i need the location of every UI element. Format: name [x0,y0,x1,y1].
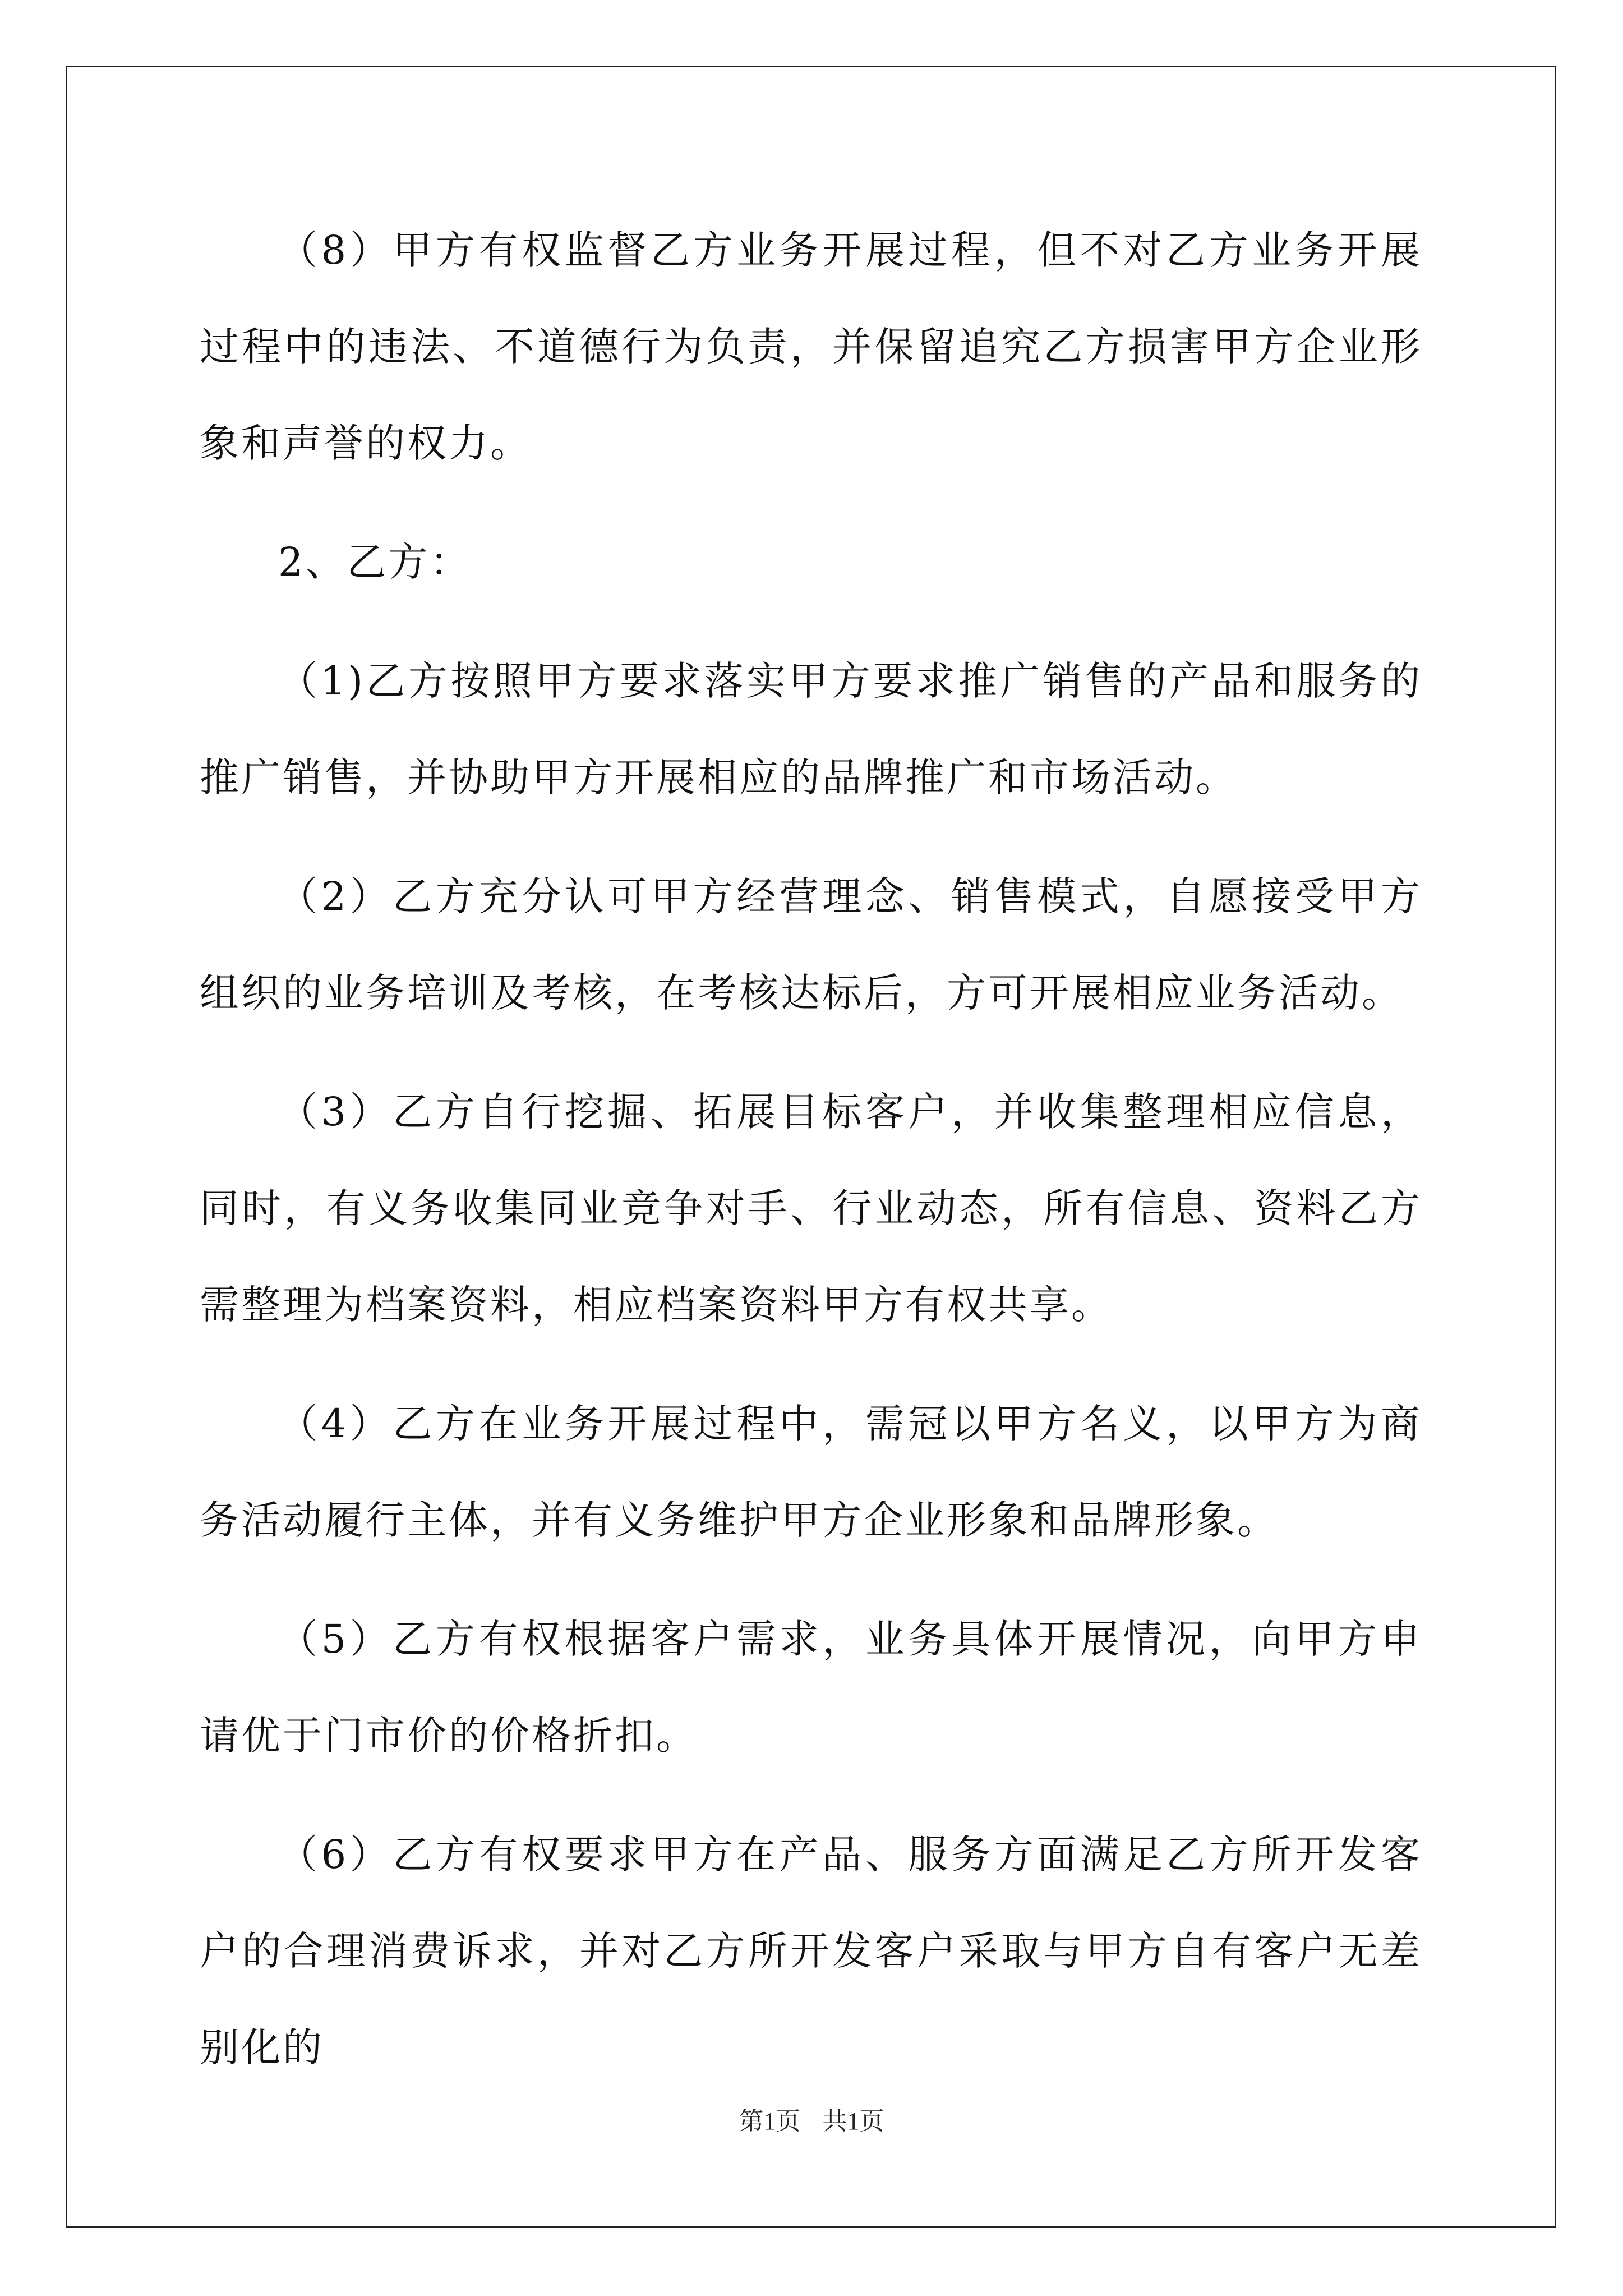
paragraph-4: （2）乙方充分认可甲方经营理念、销售模式，自愿接受甲方组织的业务培训及考核，在考核达标后，方可开展相应业务活动。 [200,873,1422,1016]
paragraph-2: 2、乙方： [278,539,472,585]
paragraph-3: （1)乙方按照甲方要求落实甲方要求推广销售的产品和服务的推广销售，并协助甲方开展相应的品牌推广和市场活动。 [200,658,1422,800]
page-number: 第1页 [739,2108,801,2135]
paragraph-8: （6）乙方有权要求甲方在产品、服务方面满足乙方所开发客户的合理消费诉求，并对乙方所开发客户采取与甲方自有客户无差别化的 [200,1832,1422,2070]
paragraph-5: （3）乙方自行挖掘、拓展目标客户，并收集整理相应信息，同时，有义务收集同业竞争对手、行业动态，所有信息、资料乙方需整理为档案资料，相应档案资料甲方有权共享。 [200,1089,1422,1328]
paragraph-7: （5）乙方有权根据客户需求，业务具体开展情况，向甲方申请优于门市价的价格折扣。 [200,1616,1422,1759]
paragraph-6: （4）乙方在业务开展过程中，需冠以甲方名义，以甲方为商务活动履行主体，并有义务维护甲方企业形象和品牌形象。 [200,1401,1422,1543]
page-total: 共1页 [822,2108,884,2135]
page-footer [0,2105,1623,2138]
document-body [200,202,1422,2118]
paragraph-1: （8）甲方有权监督乙方业务开展过程，但不对乙方业务开展过程中的违法、不道德行为负责，并保留追究乙方损害甲方企业形象和声誉的权力。 [200,227,1422,466]
